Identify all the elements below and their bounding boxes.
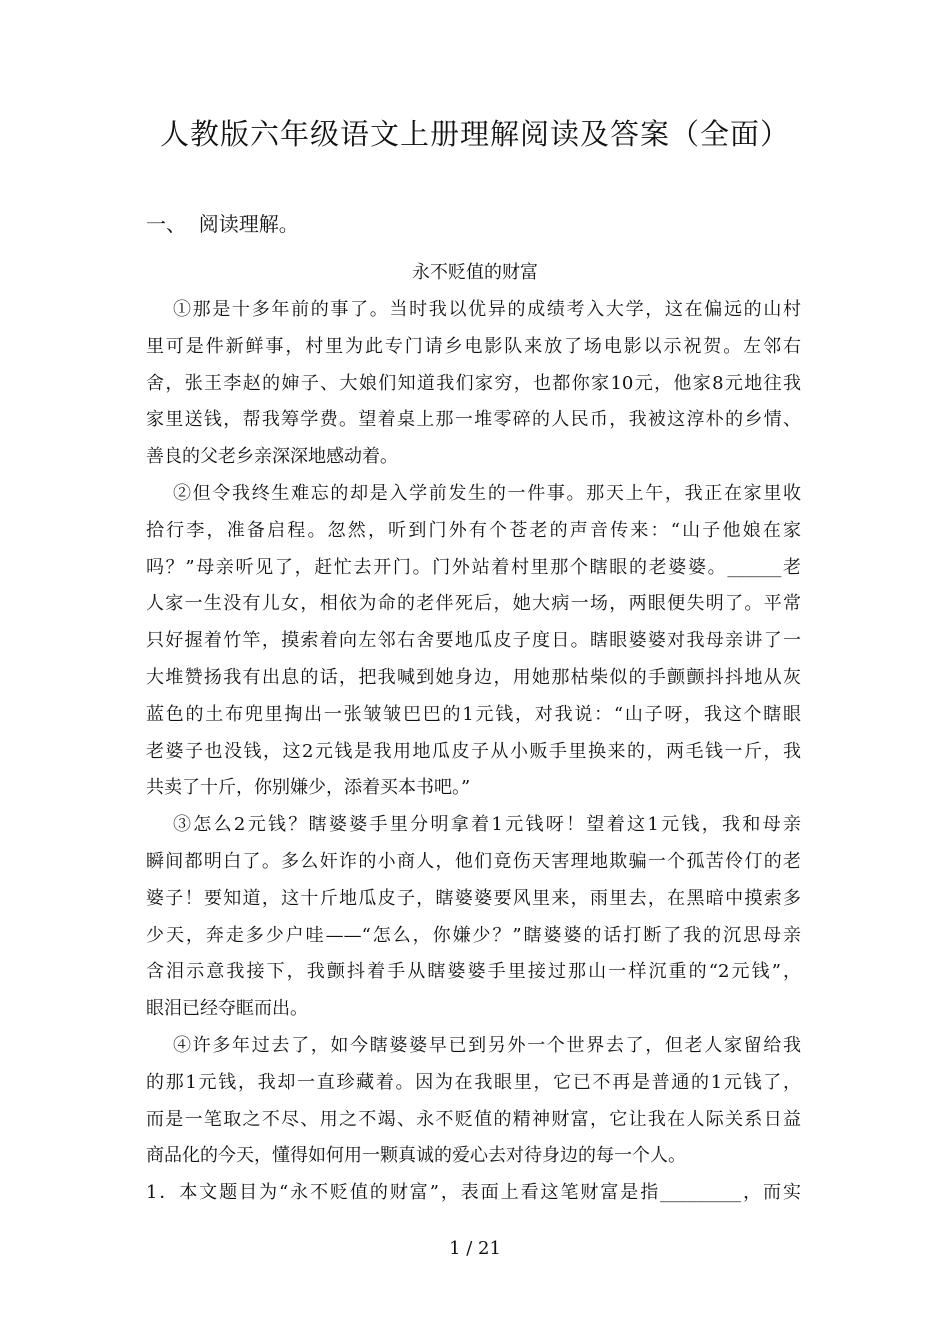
paragraph-4-line: 的那1元钱，我却一直珍藏着。因为在我眼里，它已不再是普通的1元钱了， <box>146 1071 801 1093</box>
section-heading: 一、 阅读理解。 <box>146 212 299 236</box>
paragraph-1-line: 善良的父老乡亲深深地感动着。 <box>146 446 398 468</box>
paragraph-3-line: ③怎么2元钱？瞎婆婆手里分明拿着1元钱呀！望着这1元钱，我和母亲 <box>173 814 801 836</box>
paragraph-4-line: 而是一笔取之不尽、用之不竭、永不贬值的精神财富，它让我在人际关系日益 <box>146 1108 801 1130</box>
paragraph-1-line: 舍，张王李赵的婶子、大娘们知道我们家穷，也都你家10元，他家8元地往我 <box>146 372 801 394</box>
paragraph-3-line: 婆子！要知道，这十斤地瓜皮子，瞎婆婆要风里来，雨里去，在黑暗中摸索多 <box>146 887 801 909</box>
paragraph-4-line: 商品化的今天，懂得如何用一颗真诚的爱心去对待身边的每一个人。 <box>146 1145 686 1167</box>
paragraph-2-line: ②但令我终生难忘的却是入学前发生的一件事。那天上午，我正在家里收 <box>173 482 801 504</box>
paragraph-2-line: 吗？”母亲听见了，赶忙去开门。门外站着村里那个瞎眼的老婆婆。______老 <box>146 556 801 578</box>
article-title: 永不贬值的财富 <box>412 262 538 283</box>
page-number: 1 / 21 <box>449 1238 501 1259</box>
question-1: 1．本文题目为“永不贬值的财富”，表面上看这笔财富是指_________，而实 <box>146 1182 801 1204</box>
article-body <box>146 292 801 1212</box>
paragraph-2-line: 蓝色的土布兜里掏出一张皱皱巴巴的1元钱，对我说：“山子呀，我这个瞎眼 <box>146 703 801 725</box>
paragraph-4-line: ④许多年过去了，如今瞎婆婆早已到另外一个世界去了，但老人家留给我 <box>173 1034 801 1056</box>
paragraph-3-line: 瞬间都明白了。多么奸诈的小商人，他们竟伤天害理地欺骗一个孤苦伶仃的老 <box>146 850 801 872</box>
paragraph-2-line: 人家一生没有儿女，相依为命的老伴死后，她大病一场，两眼便失明了。平常 <box>146 593 801 615</box>
paragraph-1-line: ①那是十多年前的事了。当时我以优异的成绩考入大学，这在偏远的山村 <box>173 299 801 320</box>
paragraph-2-line: 共卖了十斤，你别嫌少，添着买本书吧。” <box>146 777 471 799</box>
paragraph-2-line: 拾行李，准备启程。忽然，听到门外有个苍老的声音传来：“山子他娘在家 <box>146 519 801 541</box>
paragraph-2-line: 老婆子也没钱，这2元钱是我用地瓜皮子从小贩手里换来的，两毛钱一斤，我 <box>146 740 801 762</box>
paragraph-3-line: 含泪示意我接下，我颤抖着手从瞎婆婆手里接过那山一样沉重的“2元钱”， <box>146 961 801 983</box>
paragraph-1-line: 里可是件新鲜事，村里为此专门请乡电影队来放了场电影以示祝贺。左邻右 <box>146 335 801 357</box>
paragraph-1-line: 家里送钱，帮我筹学费。望着桌上那一堆零碎的人民币，我被这淳朴的乡情、 <box>146 409 801 431</box>
paragraph-3-line: 少天，奔走多少户哇——“怎么，你嫌少？”瞎婆婆的话打断了我的沉思母亲 <box>146 924 801 946</box>
paragraph-3-line: 眼泪已经夺眶而出。 <box>146 998 308 1020</box>
paragraph-2-line: 只好握着竹竿，摸索着向左邻右舍要地瓜皮子度日。瞎眼婆婆对我母亲讲了一 <box>146 630 801 652</box>
document-title: 人教版六年级语文上册理解阅读及答案（全面） <box>159 117 790 151</box>
paragraph-2-line: 大堆赞扬我有出息的话，把我喊到她身边，用她那枯柴似的手颤颤抖抖地从灰 <box>146 666 801 688</box>
